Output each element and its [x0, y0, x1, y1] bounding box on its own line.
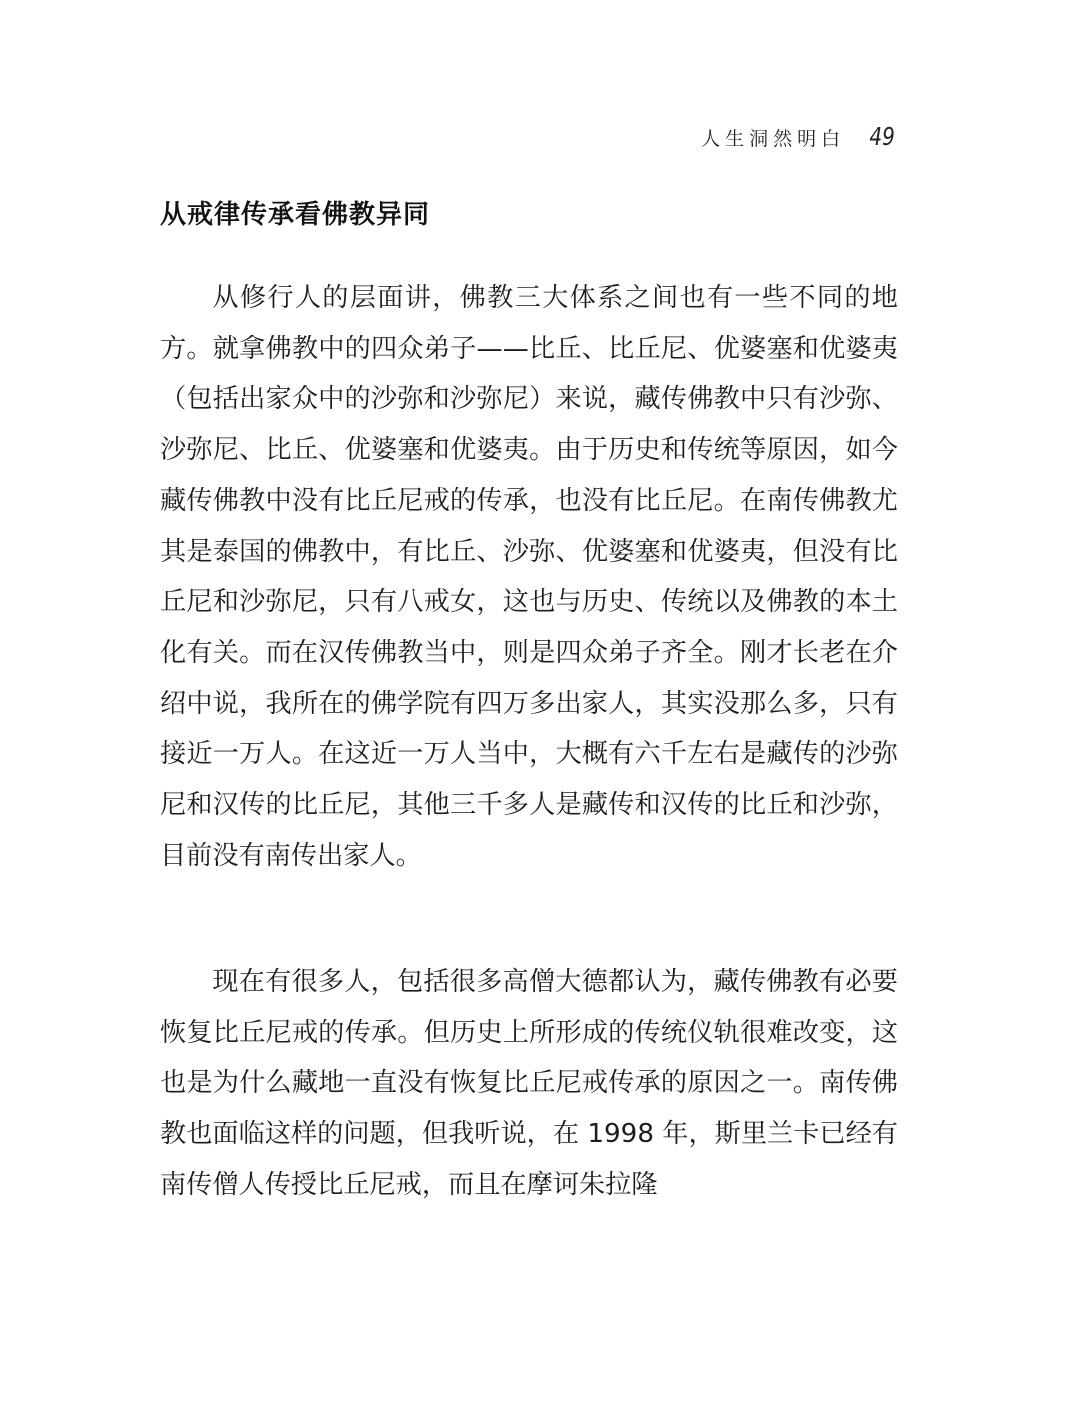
section-title: 从戒律传承看佛教异同 — [160, 200, 431, 230]
body-paragraph-2: 现在有很多人，包括很多高僧大德都认为，藏传佛教有必要恢复比丘尼戒的传承。但历史上所形成的传统仪轨很难改变，这也是为什么藏地一直没有恢复比丘尼戒传承的原因之一。南传佛教也面临这样的问题，但我听说，在 1998 年，斯里兰卡已经有南传僧人传授比丘尼戒，而且在摩诃朱拉隆 — [160, 967, 898, 1200]
running-header — [701, 122, 895, 158]
running-title: 人生洞然明白 — [701, 128, 846, 150]
page-number: 49 — [869, 122, 895, 151]
body-paragraph-1: 从修行人的层面讲，佛教三大体系之间也有一些不同的地方。就拿佛教中的四众弟子——比丘、比丘尼、优婆塞和优婆夷（包括出家众中的沙弥和沙弥尼）来说，藏传佛教中只有沙弥、沙弥尼、比丘、优婆塞和优婆夷。由于历史和传统等原因，如今藏传佛教中没有比丘尼戒的传承，也没有比丘尼。在南传佛教尤其是泰国的佛教中，有比丘、沙弥、优婆塞和优婆夷，但没有比丘尼和沙弥尼，只有八戒女，这也与历史、传统以及佛教的本土化有关。而在汉传佛教当中，则是四众弟子齐全。刚才长老在介绍中说，我所在的佛学院有四万多出家人，其实没那么多，只有接近一万人。在这近一万人当中，大概有六千左右是藏传的沙弥尼和汉传的比丘尼，其他三千多人是藏传和汉传的比丘和沙弥，目前没有南传出家人。 — [160, 283, 898, 871]
